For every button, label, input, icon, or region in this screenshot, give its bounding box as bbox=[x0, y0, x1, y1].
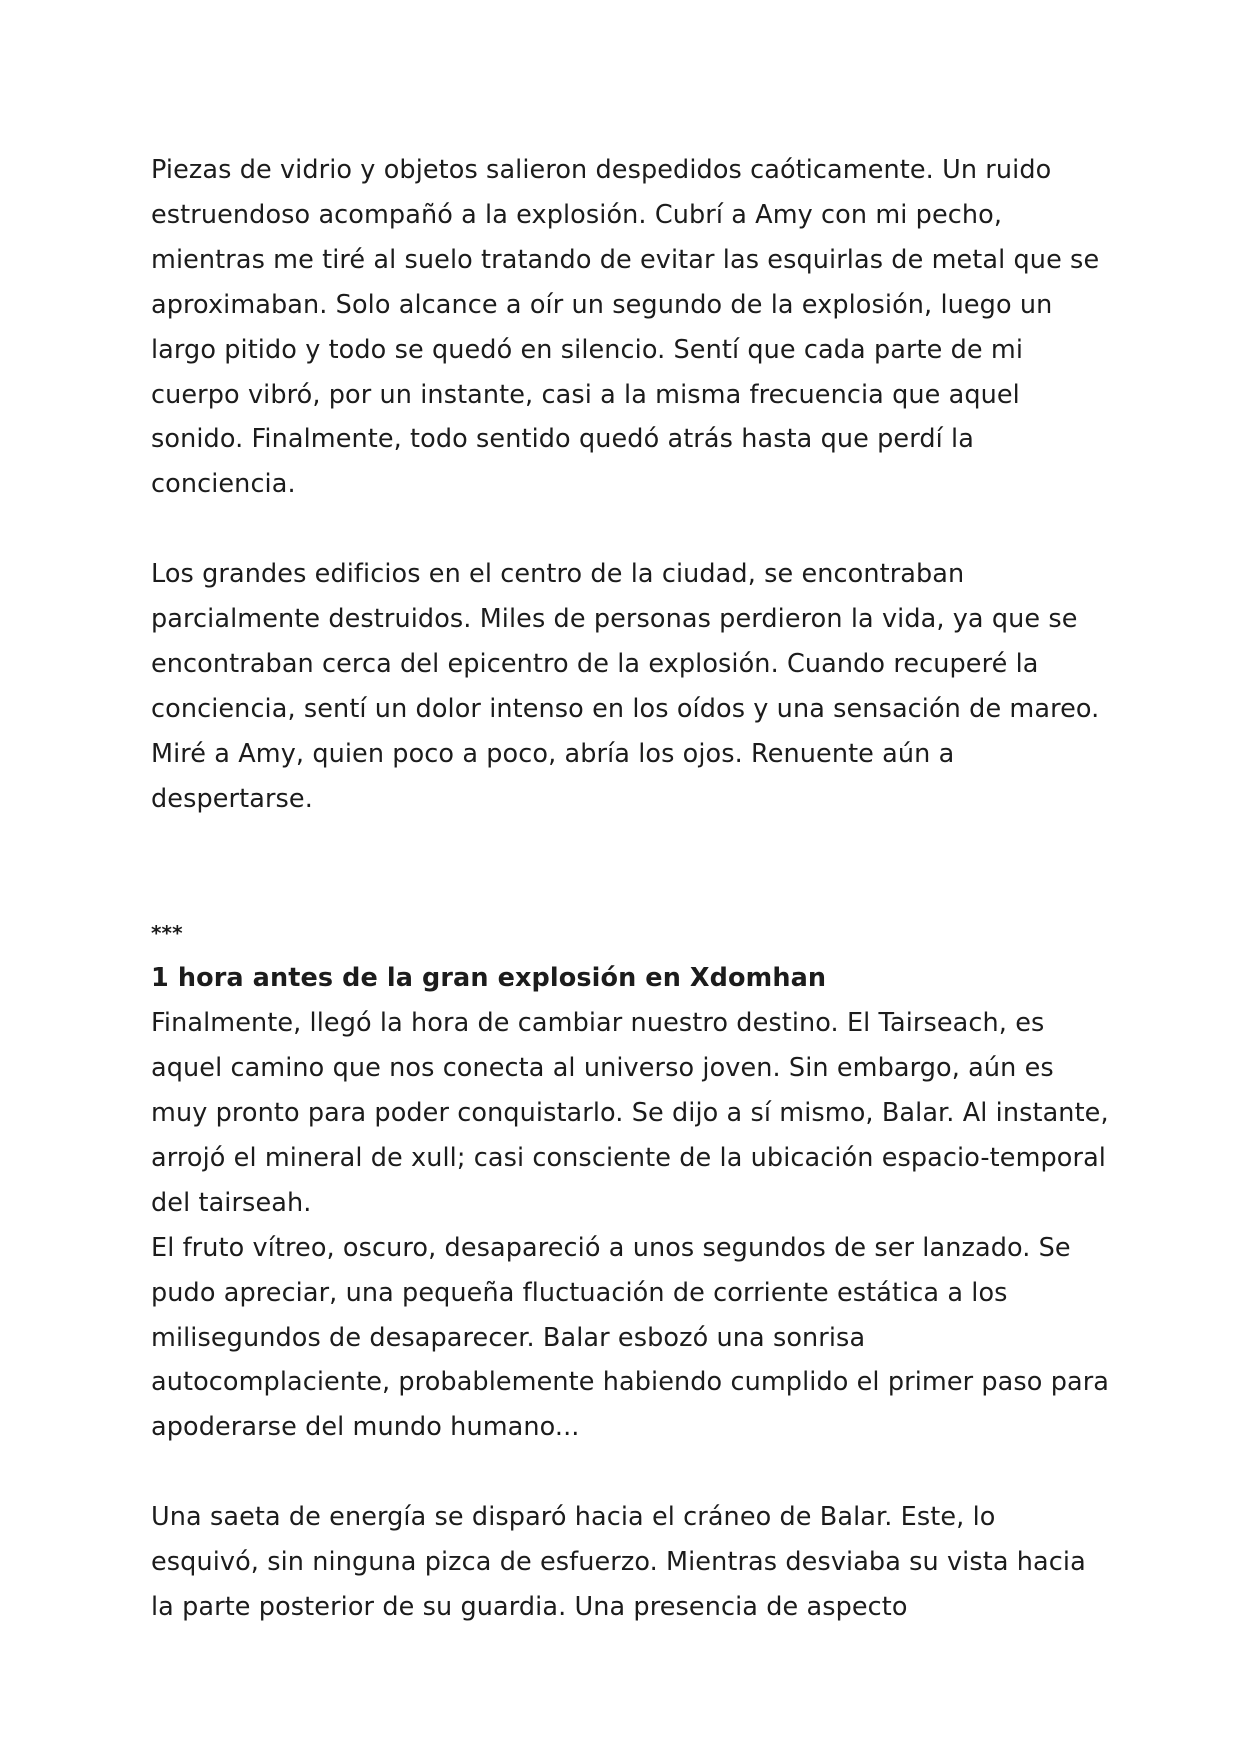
paragraph-explosion: Piezas de vidrio y objetos salieron despedidos caóticamente. Un ruido estruendoso acompañó a la explosión. Cubrí a Amy con mi pecho, mientras me tiré al suelo tratando de evitar las esquirlas de metal que se aproximaban. Solo alcance a oír un segundo de la explosión, luego un largo pitido y todo se quedó en silencio. Sentí que cada parte de mi cuerpo vibró, por un instante, casi a la misma frecuencia que aquel sonido. Finalmente, todo sentido quedó atrás hasta que perdí la conciencia. bbox=[151, 155, 1100, 500]
scene-separator: *** bbox=[151, 921, 183, 946]
paragraph-city: Los grandes edificios en el centro de la ciudad, se encontraban parcialmente destruidos. Miles de personas perdieron la vida, ya que se encontraban cerca del epicentro de la explosión. Cuando recuperé la conciencia, sentí un dolor intenso en los oídos y una sensación de mareo. Miré a Amy, quien poco a poco, abría los ojos. Renuente aún a despertarse. bbox=[151, 559, 1100, 814]
paragraph-gap bbox=[151, 1450, 1111, 1495]
paragraph-fruit: El fruto vítreo, oscuro, desapareció a unos segundos de ser lanzado. Se pudo apreciar, una pequeña fluctuación de corriente estática a los milisegundos de desaparecer. Balar esbozó una sonrisa autocomplaciente, probablemente habiendo cumplido el primer paso para apoderarse del mundo humano... bbox=[151, 1232, 1110, 1443]
section-gap bbox=[151, 822, 1111, 912]
paragraph-arrow: Una saeta de energía se disparó hacia el cráneo de Balar. Este, lo esquivó, sin ninguna pizca de esfuerzo. Mientras desviaba su vista hacia la parte posterior de su guardia. Una presencia de aspecto bbox=[151, 1502, 1086, 1622]
paragraph-gap bbox=[151, 507, 1111, 552]
document-page bbox=[151, 148, 1111, 1630]
paragraph-tairseach: Finalmente, llegó la hora de cambiar nuestro destino. El Tairseach, es aquel camino que nos conecta al universo joven. Sin embargo, aún es muy pronto para poder conquistarlo. Se dijo a sí mismo, Balar. Al instante, arrojó el mineral de xull; casi consciente de la ubicación espacio-temporal del tairseah. bbox=[151, 1008, 1109, 1218]
section-heading: 1 hora antes de la gran explosión en Xdomhan bbox=[151, 963, 827, 994]
